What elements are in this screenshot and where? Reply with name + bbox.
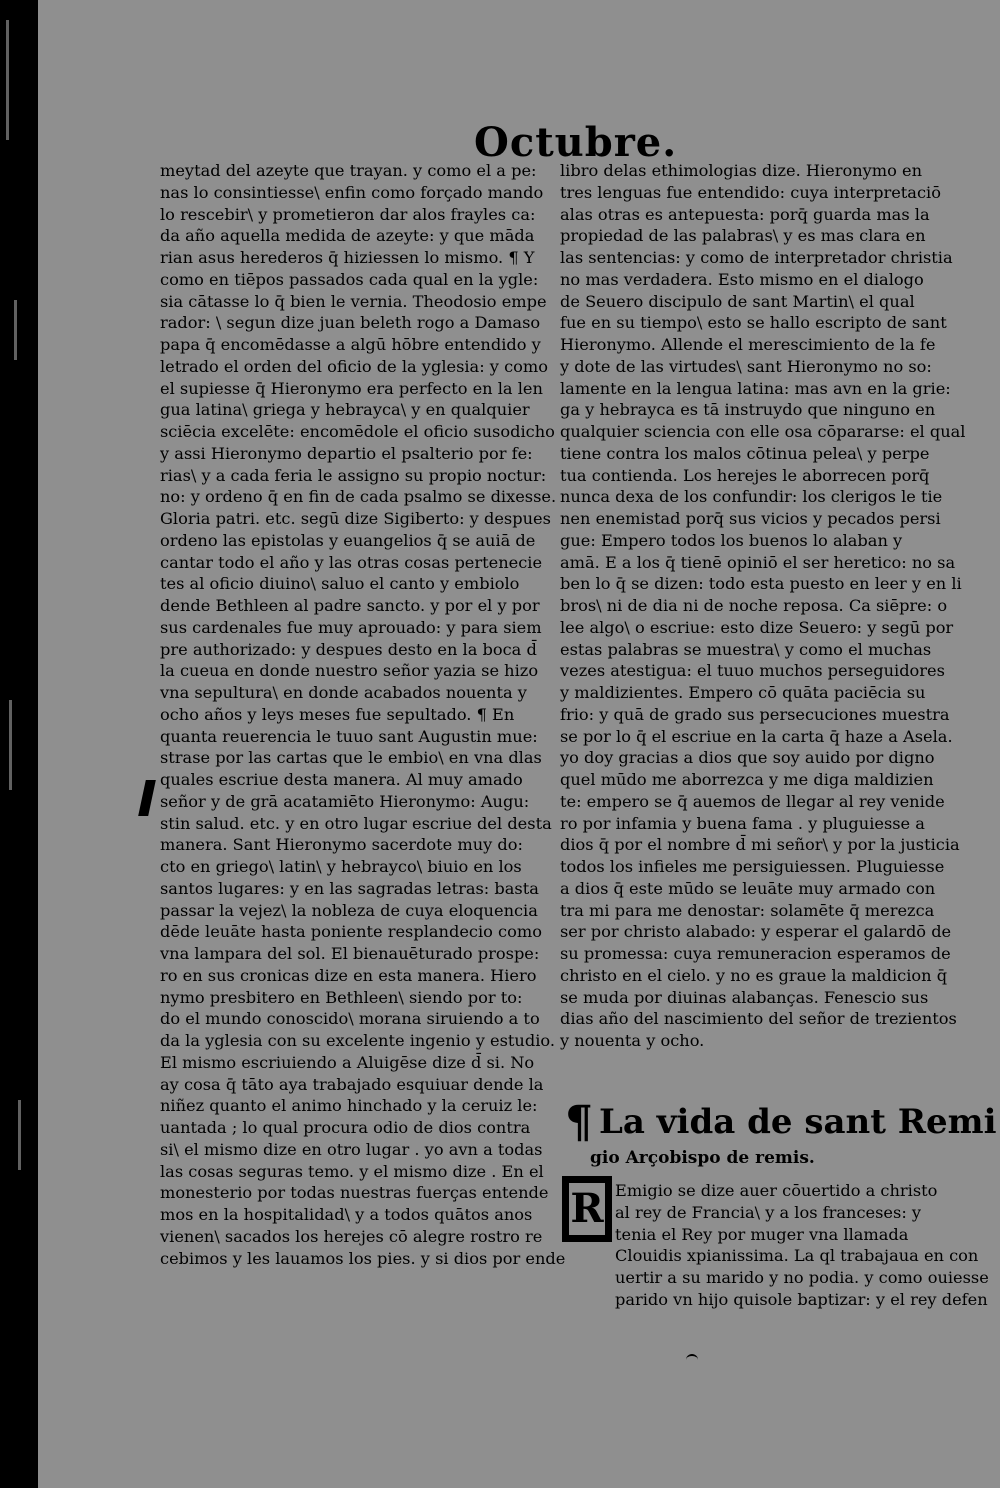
- text-line: amā. E a los q̄ tienē opiniō el ser heretico: no sa: [560, 552, 956, 572]
- text-line: y maldizientes. Empero cō quāta paciēcia su: [560, 683, 926, 702]
- text-line: Clouidis xpianissima. La ql trabajaua en con: [615, 1246, 979, 1266]
- text-line: dios q̄ por el nombre d̄ mi señor\ y por la justicia: [560, 835, 960, 855]
- text-line: quales escriue desta manera. Al muy amado: [160, 770, 523, 789]
- text-line: de Seuero discipulo de sant Martin\ el qual: [560, 291, 915, 311]
- text-line: lo rescebir\ y prometieron dar alos frayles ca:: [160, 204, 536, 224]
- text-line: lamente en la lengua latina: mas avn en la grie:: [560, 378, 951, 398]
- text-line: parido vn hijo quisole baptizar: y el rey defen: [615, 1289, 988, 1309]
- text-line: alas otras es antepuesta: porq̄ guarda mas la: [560, 204, 930, 224]
- text-line: pre authorizado: y despues desto en la boca d̄: [160, 639, 537, 659]
- text-line: Gloria patri. etc. segū dize Sigiberto: y despues: [160, 509, 551, 528]
- text-line: a dios q̄ este mūdo se leuāte muy armado con: [560, 878, 936, 898]
- text-line: Emigio se dize auer cōuertido a christo: [615, 1181, 938, 1200]
- text-line: ro en sus cronicas dize en esta manera. Hiero: [160, 965, 537, 985]
- text-line: se muda por diuinas alabanças. Fenescio sus: [560, 987, 929, 1007]
- text-line: libro delas ethimologias dize. Hieronymo en: [560, 161, 923, 180]
- page-gutter: [0, 0, 38, 1488]
- text-line: sus cardenales fue muy aprouado: y para siem: [160, 617, 542, 637]
- text-line: vezes atestigua: el tuuo muchos perseguidores: [560, 661, 945, 681]
- chapter-body-text: [615, 1180, 989, 1311]
- text-line: El mismo escriuiendo a Aluigēse dize d̄ si. No: [160, 1052, 535, 1072]
- text-line: el supiesse q̄ Hieronymo era perfecto en la len: [160, 378, 543, 398]
- text-line: meytad del azeyte que trayan. y como el a pe:: [160, 161, 537, 180]
- text-line: qualquier sciencia con elle osa cōpararse: el qual: [560, 422, 966, 441]
- text-line: nymo presbitero en Bethleen\ siendo por to:: [160, 987, 523, 1007]
- text-line: tra mi para me denostar: solamēte q̄ merezca: [560, 900, 935, 920]
- text-line: quanta reuerencia le tuuo sant Augustin mue:: [160, 726, 538, 746]
- text-line: sia cātasse lo q̄ bien le vernia. Theodosio empe: [160, 291, 547, 311]
- text-line: sciēcia excelēte: encomēdole el oficio susodicho: [160, 422, 555, 441]
- text-line: la cueua en donde nuestro señor yazia se hizo: [160, 661, 539, 681]
- text-line: su promessa: cuya remuneracion esperamos de: [560, 944, 951, 963]
- text-line: lee algo\ o escriue: esto dize Seuero: y segū por: [560, 617, 954, 637]
- text-line: bros\ ni de dia ni de noche reposa. Ca siēpre: o: [560, 596, 948, 615]
- text-line: si\ el mismo dize en otro lugar . yo avn a todas: [160, 1139, 543, 1159]
- text-line: niñez quanto el animo hinchado y la ceruiz le:: [160, 1096, 538, 1116]
- text-line: y nouenta y ocho.: [560, 1031, 705, 1050]
- text-line: frio: y quā de grado sus persecuciones muestra: [560, 704, 950, 724]
- text-line: do el mundo conoscido\ morana siruiendo a to: [160, 1009, 540, 1029]
- text-line: rador: \ segun dize juan beleth rogo a Damaso: [160, 313, 541, 333]
- text-line: gua latina\ griega y hebrayca\ y en qualquier: [160, 400, 530, 420]
- text-line: todos los infieles me persiguiessen. Pluguiesse: [560, 857, 945, 876]
- text-line: dēde leuāte hasta poniente resplandecio como: [160, 922, 542, 942]
- text-line: da año aquella medida de azeyte: y que māda: [160, 226, 535, 246]
- text-line: tua contienda. Los herejes le aborrecen porq̄: [560, 465, 930, 485]
- text-line: nunca dexa de los confundir: los clerigos le tie: [560, 487, 943, 507]
- initial-letter: R: [568, 1182, 606, 1236]
- text-line: vna lampara del sol. El bienauēturado prospe:: [160, 944, 540, 963]
- text-line: santos lugares: y en las sagradas letras: basta: [160, 878, 539, 898]
- text-line: ser por christo alabado: y esperar el galardō de: [560, 922, 952, 942]
- text-line: uantada ; lo qual procura odio de dios contra: [160, 1118, 531, 1137]
- chapter-subheading: gio Arçobispo de remis.: [590, 1148, 815, 1168]
- text-line: monesterio por todas nuestras fuerças entende: [160, 1183, 549, 1203]
- text-line: christo en el cielo. y no es graue la maldicion q̄: [560, 965, 948, 985]
- text-line: tes al oficio diuino\ saluo el canto y embiolo: [160, 574, 520, 594]
- text-line: nen enemistad porq̄ sus vicios y pecados persi: [560, 509, 941, 528]
- text-line: dende Bethleen al padre sancto. y por el y por: [160, 596, 540, 615]
- text-line: manera. Sant Hieronymo sacerdote muy do:: [160, 835, 523, 855]
- text-line: no: y ordeno q̄ en fin de cada psalmo se dixesse.: [160, 487, 557, 507]
- right-text-column: [560, 160, 966, 1052]
- text-line: vienen\ sacados los herejes cō alegre rostro re: [160, 1226, 543, 1246]
- text-line: letrado el orden del oficio de la yglesia: y como: [160, 356, 549, 376]
- chapter-heading-text: La vida de sant Remi: [599, 1102, 997, 1142]
- text-line: propiedad de las palabras\ y es mas clara en: [560, 226, 926, 246]
- text-line: y assi Hieronymo departio el psalterio por fe:: [160, 443, 533, 463]
- text-line: las cosas seguras temo. y el mismo dize . En el: [160, 1161, 544, 1181]
- text-line: fue en su tiempo\ esto se hallo escripto de sant: [560, 313, 947, 333]
- text-line: ordeno las epistolas y euangelios q̄ se auiā de: [160, 530, 536, 550]
- text-line: dias año del nascimiento del señor de trezientos: [560, 1009, 957, 1029]
- decorated-initial: [562, 1176, 612, 1242]
- text-line: señor y de grā acatamiēto Hieronymo: Augu:: [160, 791, 530, 811]
- text-line: tres lenguas fue entendido: cuya interpretaciō: [560, 182, 941, 202]
- text-line: al rey de Francia\ y a los franceses: y: [615, 1202, 922, 1222]
- text-line: cebimos y les lauamos los pies. y si dios por ende: [160, 1248, 566, 1268]
- text-line: vna sepultura\ en donde acabados nouenta y: [160, 683, 527, 702]
- text-line: no mas verdadera. Esto mismo en el dialogo: [560, 269, 924, 289]
- text-line: passar la vejez\ la nobleza de cuya eloquencia: [160, 900, 538, 920]
- text-line: papa q̄ encomēdasse a algū hōbre entendido y: [160, 335, 541, 354]
- pilcrow-icon: ¶: [565, 1097, 593, 1148]
- text-line: ay cosa q̄ tāto aya trabajado esquiuar dende la: [160, 1074, 544, 1094]
- text-line: cantar todo el año y las otras cosas pertenecie: [160, 552, 543, 572]
- text-line: quel mūdo me aborrezca y me diga maldizien: [560, 770, 934, 789]
- text-line: rias\ y a cada feria le assigno su propio noctur:: [160, 465, 547, 485]
- text-line: stin salud. etc. y en otro lugar escriue del desta: [160, 813, 552, 833]
- text-line: Hieronymo. Allende el merescimiento de la fe: [560, 335, 936, 354]
- text-line: tenia el Rey por muger vna llamada: [615, 1224, 909, 1244]
- text-line: nas lo consintiesse\ enfin como forçado mando: [160, 182, 544, 202]
- left-text-column: [160, 160, 566, 1269]
- text-line: te: empero se q̄ auemos de llegar al rey venide: [560, 791, 945, 811]
- text-line: strase por las cartas que le embio\ en vna dlas: [160, 748, 542, 768]
- text-line: cto en griego\ latin\ y hebrayco\ biuio en los: [160, 857, 522, 876]
- text-line: da la yglesia con su excelente ingenio y estudio.: [160, 1031, 555, 1050]
- text-line: y dote de las virtudes\ sant Hieronymo no so:: [560, 356, 932, 376]
- page-running-title: Octubre.: [474, 119, 678, 166]
- text-line: tiene contra los malos cōtinua pelea\ y perpe: [560, 443, 930, 463]
- text-line: como en tiēpos passados cada qual en la ygle:: [160, 269, 539, 289]
- text-line: uertir a su marido y no podia. y como ouiesse: [615, 1268, 989, 1287]
- text-line: yo doy gracias a dios que soy auido por digno: [560, 748, 935, 768]
- text-line: ga y hebrayca es tā instruydo que ninguno en: [560, 400, 936, 420]
- text-line: ro por infamia y buena fama . y pluguiesse a: [560, 813, 925, 833]
- text-line: las sentencias: y como de interpretador christia: [560, 248, 953, 267]
- chapter-heading: [565, 1097, 997, 1148]
- text-line: mos en la hospitalidad\ y a todos quātos anos: [160, 1205, 533, 1224]
- text-line: ben lo q̄ se dizen: todo esta puesto en leer y en li: [560, 574, 962, 594]
- text-line: estas palabras se muestra\ y como el muchas: [560, 639, 932, 659]
- text-line: se por lo q̄ el escriue en la carta q̄ haze a Asela.: [560, 726, 953, 746]
- text-line: ocho años y leys meses fue sepultado. ¶ En: [160, 704, 515, 724]
- text-line: rian asus herederos q̄ hiziessen lo mismo. ¶ Y: [160, 248, 535, 267]
- text-line: gue: Empero todos los buenos lo alaban y: [560, 530, 903, 550]
- page-mark: [686, 1354, 698, 1364]
